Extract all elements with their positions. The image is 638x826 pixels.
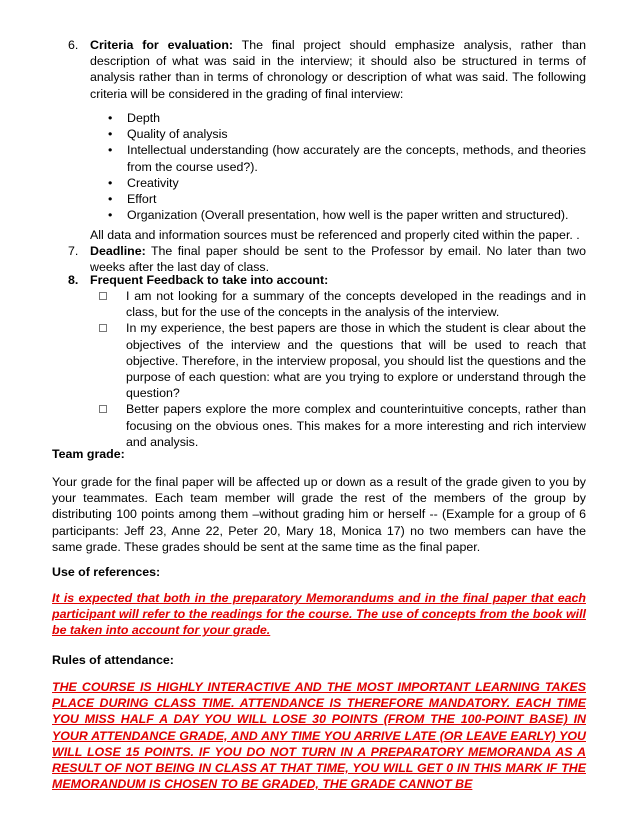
checkbox-glyph [99, 405, 107, 413]
list-item: • Quality of analysis [108, 127, 228, 142]
references-heading: Use of references: [52, 565, 161, 579]
list-item: Better papers explore the more complex and counterintuitive concepts, rather than focusing on the obvious ones. This makes for a more interesting and rich interview and analysis. [96, 401, 586, 450]
checkbox-glyph [99, 292, 107, 300]
criteria-label: Criteria for evaluation: [90, 38, 234, 52]
criteria-text: The final project should emphasize analysis, rather than description of what was said in the interview; it should also be structured in terms of analysis rather than in terms of chronology or description of what was said. The following criteria will be considered in the grading of final interview: [90, 38, 586, 101]
deadline-label: Deadline: [90, 244, 146, 258]
list-item: • Creativity [108, 175, 179, 190]
criteria-section [68, 37, 586, 102]
checkbox-glyph [99, 324, 107, 332]
feedback-label: Frequent Feedback to take into account: [90, 273, 329, 287]
deadline-paragraph [90, 243, 586, 275]
attendance-section [52, 652, 586, 668]
feedback-list [96, 288, 586, 450]
sources-note: All data and information sources must be referenced and properly cited within the paper. . [90, 228, 580, 242]
criteria-paragraph [90, 37, 586, 102]
list-item: • Intellectual understanding (how accurately are the concepts, methods, and theories from the course used?). [108, 143, 586, 174]
references-section [52, 564, 586, 580]
list-item: • Depth [108, 111, 161, 125]
list-item: In my experience, the best papers are those in which the student is clear about the objectives of the interview and the questions that will be used to reach that objective. Therefore, in the interview proposal, you should list the questions and the purpose of each question: what are you trying to explore or understand through the question? [96, 320, 586, 401]
team-grade-paragraph: Your grade for the final paper will be affected up or down as a result of the grade given to you by your teammates. Each team member will grade the rest of the members of the group by distributing 100 points among them –without grading him or herself -- (Example for a group of 6 participants: Jeff 23, Anne 22, Peter 20, Mary 18, Monica 17) no two members can have the same grade. These grades should be sent at the same time as the final paper. [52, 475, 586, 554]
team-grade-heading: Team grade: [52, 447, 125, 461]
list-item: • Effort [108, 192, 157, 207]
attendance-paragraph: THE COURSE IS HIGHLY INTERACTIVE AND THE MOST IMPORTANT LEARNING TAKES PLACE DURING CLASS TIME. ATTENDANCE IS THEREFORE MANDATORY. EACH TIME YOU MISS HALF A DAY YOU WILL LOSE 30 POINTS (FROM THE 100-POINT BASE) IN YOUR ATTENDANCE GRADE, AND ANY TIME YOU ARRIVE LATE (OR LEAVE EARLY) YOU WILL LOSE 15 POINTS. IF YOU DO NOT TURN IN A PREPARATORY MEMORANDA AS A RESULT OF NOT BEING IN CLASS AT THAT TIME, YOU WILL GET 0 IN THIS MARK IF THE MEMORANDUM IS CHOSEN TO BE GRADED, THE GRADE CANNOT BE [52, 680, 586, 792]
feedback-section [68, 272, 586, 288]
item-number: 6. [68, 38, 79, 52]
list-item: I am not looking for a summary of the concepts developed in the readings and in class, but for the use of the concepts in the analysis of the interview. [96, 288, 586, 320]
team-grade-section [52, 446, 586, 462]
attendance-heading: Rules of attendance: [52, 653, 174, 667]
list-item: • Organization (Overall presentation, how well is the paper written and structured). [108, 208, 569, 223]
deadline-text: The final paper should be sent to the Professor by email. No later than two weeks after the last day of class. [90, 244, 586, 275]
item-number: 8. [68, 273, 79, 287]
item-number: 7. [68, 244, 79, 258]
deadline-section [68, 243, 586, 275]
criteria-list [108, 110, 586, 223]
references-paragraph: It is expected that both in the preparatory Memorandums and in the final paper that each participant will refer to the readings for the course. The use of concepts from the book will be taken into account for your grade. [52, 591, 586, 638]
